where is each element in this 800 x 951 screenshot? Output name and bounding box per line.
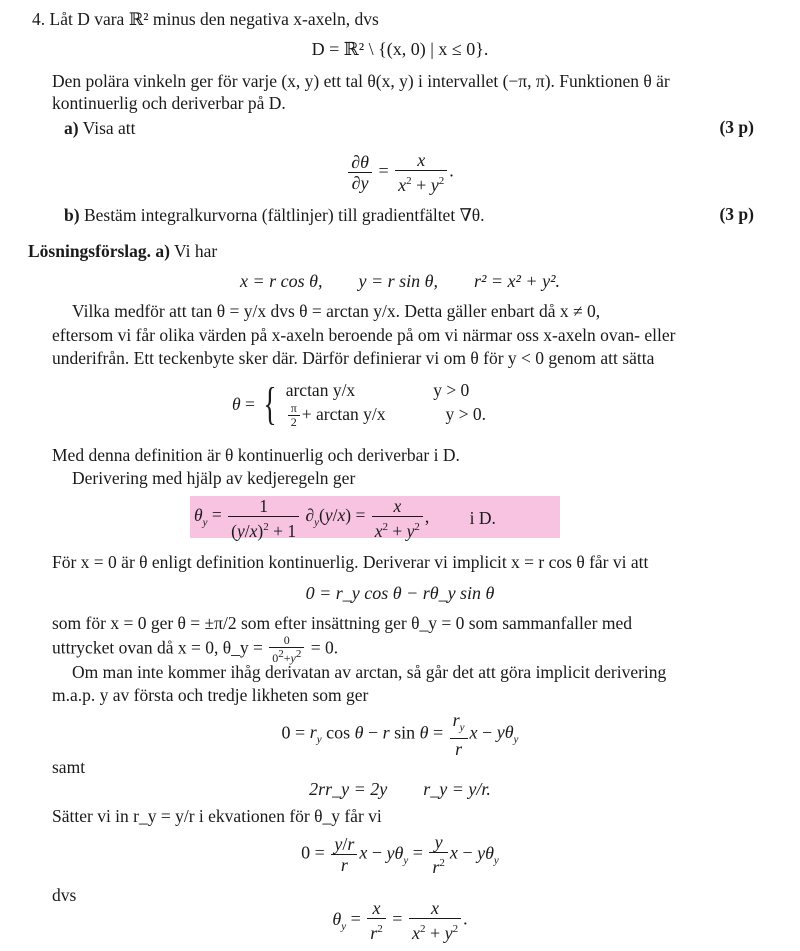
part-b-text: Bestäm integralkurvorna (fältlinjer) till gradientfältet ∇θ.: [83, 205, 485, 225]
case-2-expr: + arctan y/x: [301, 404, 386, 424]
part-a-question: [64, 117, 136, 139]
paragraph-1-line-1: Vilka medför att tan θ = y/x dvs θ = arctan y/x. Detta gäller enbart då x ≠ 0,: [72, 301, 601, 321]
substitute-text: Sätter vi in r_y = y/r i ekvationen för θ_y får vi: [52, 806, 382, 826]
dvs-text: dvs: [52, 885, 77, 905]
x-zero-text: För x = 0 är θ enligt definition kontinuerlig. Deriverar vi implicit x = r cos θ får vi att: [52, 552, 649, 572]
solution-heading: Lösningsförslag.: [28, 241, 152, 261]
paragraph-1-line-3: underifrån. Ett teckenbyte sker där. Därför definierar vi om θ för y < 0 genom att sätta: [52, 348, 655, 368]
polar-line-1: Den polära vinkeln ger för varje (x, y) ett tal θ(x, y) i intervallet (−π, π). Funktionen θ är: [52, 71, 670, 91]
samt-text: samt: [52, 757, 86, 777]
piecewise-theta: θ = { arctan y/x y > 0 $\frac{\pi}{2}$ + arctan y/x y > 0.: [232, 378, 556, 429]
solution-heading-line: [28, 240, 217, 262]
paragraph-2-line-2: uttrycket ovan då x = 0, θ_y = $\frac{0}{0^2+y^2}$ = 0.: [52, 633, 339, 665]
problem-intro-text: Låt D vara ℝ² minus den negativa x-axeln, dvs: [49, 9, 379, 29]
implicit-derivative-formula: $0 = r_y$ cos θ − r sin θ = $\frac{r_y}{r}$ $x - y\theta_y$: [281, 710, 519, 759]
part-a-points: (3 p): [719, 117, 754, 137]
part-a-label: a): [64, 118, 79, 138]
paragraph-3-line-2: m.a.p. y av första och tredje likheten som ger: [52, 685, 369, 705]
case-2-condition: y > 0.: [445, 404, 486, 424]
r-equations: 2rr_y = 2y r_y = y/r.: [309, 779, 491, 799]
problem-intro: [32, 8, 379, 30]
substituted-formula: 0 = $\frac{y/r}{r}$ $x - y\theta_y$ = $\frac{y}{r^2}$ $x - y\theta_y$: [301, 832, 499, 877]
case-1-expr: arctan y/x: [285, 380, 356, 400]
continuity-statement: Med denna definition är θ kontinuerlig och deriverbar i D.: [52, 445, 460, 465]
polar-line-2: kontinuerlig och deriverbar på D.: [52, 93, 286, 113]
solution-part-a-label: a): [155, 241, 170, 261]
part-a-text: Visa att: [82, 118, 136, 138]
paragraph-3-line-1: Om man inte kommer ihåg derivatan av arctan, så går det att göra implicit derivering: [72, 662, 667, 682]
paragraph-2-prefix: uttrycket ovan då x = 0, θ_y =: [52, 637, 263, 658]
part-b-points: (3 p): [719, 204, 754, 224]
set-definition: D = ℝ² \ {(x, 0) | x ≤ 0}.: [311, 39, 489, 59]
partial-derivative-formula: $\frac{\partial\theta}{\partial y}$ = $\frac{x}{x^2 + y^2}$ .: [0, 150, 800, 195]
chain-rule-intro: Derivering med hjälp av kedjeregeln ger: [72, 468, 356, 488]
problem-number: 4.: [32, 9, 46, 29]
implicit-equation: 0 = r_y cos θ − rθ_y sin θ: [305, 583, 495, 603]
paragraph-2-suffix: = 0.: [310, 637, 339, 658]
final-formula: $\theta_y$ = $\frac{x}{r^2}$ = $\frac{x}{x^2 + y^2}$ .: [332, 898, 468, 943]
part-b-question: [64, 204, 485, 226]
part-b-label: b): [64, 205, 80, 225]
paragraph-2-line-1: som för x = 0 ger θ = ±π/2 som efter insättning ger θ_y = 0 som sammanfaller med: [52, 613, 632, 633]
polar-equations: x = r cos θ, y = r sin θ, r² = x² + y².: [240, 271, 560, 291]
solution-intro: Vi har: [174, 241, 218, 261]
chain-rule-formula: $\theta_y$ = $\frac{1}{(y/x)^2 + 1}$ $\partial_y(y/x)$ = $\frac{x}{x^2 + y^2}$ , i D.: [194, 496, 496, 541]
paragraph-1-line-2: eftersom vi får olika värden på x-axeln beroende på om vi närmar oss x-axeln ovan- eller: [52, 325, 676, 345]
case-1-condition: y > 0: [433, 380, 470, 400]
highlight-domain: i D.: [469, 508, 496, 529]
